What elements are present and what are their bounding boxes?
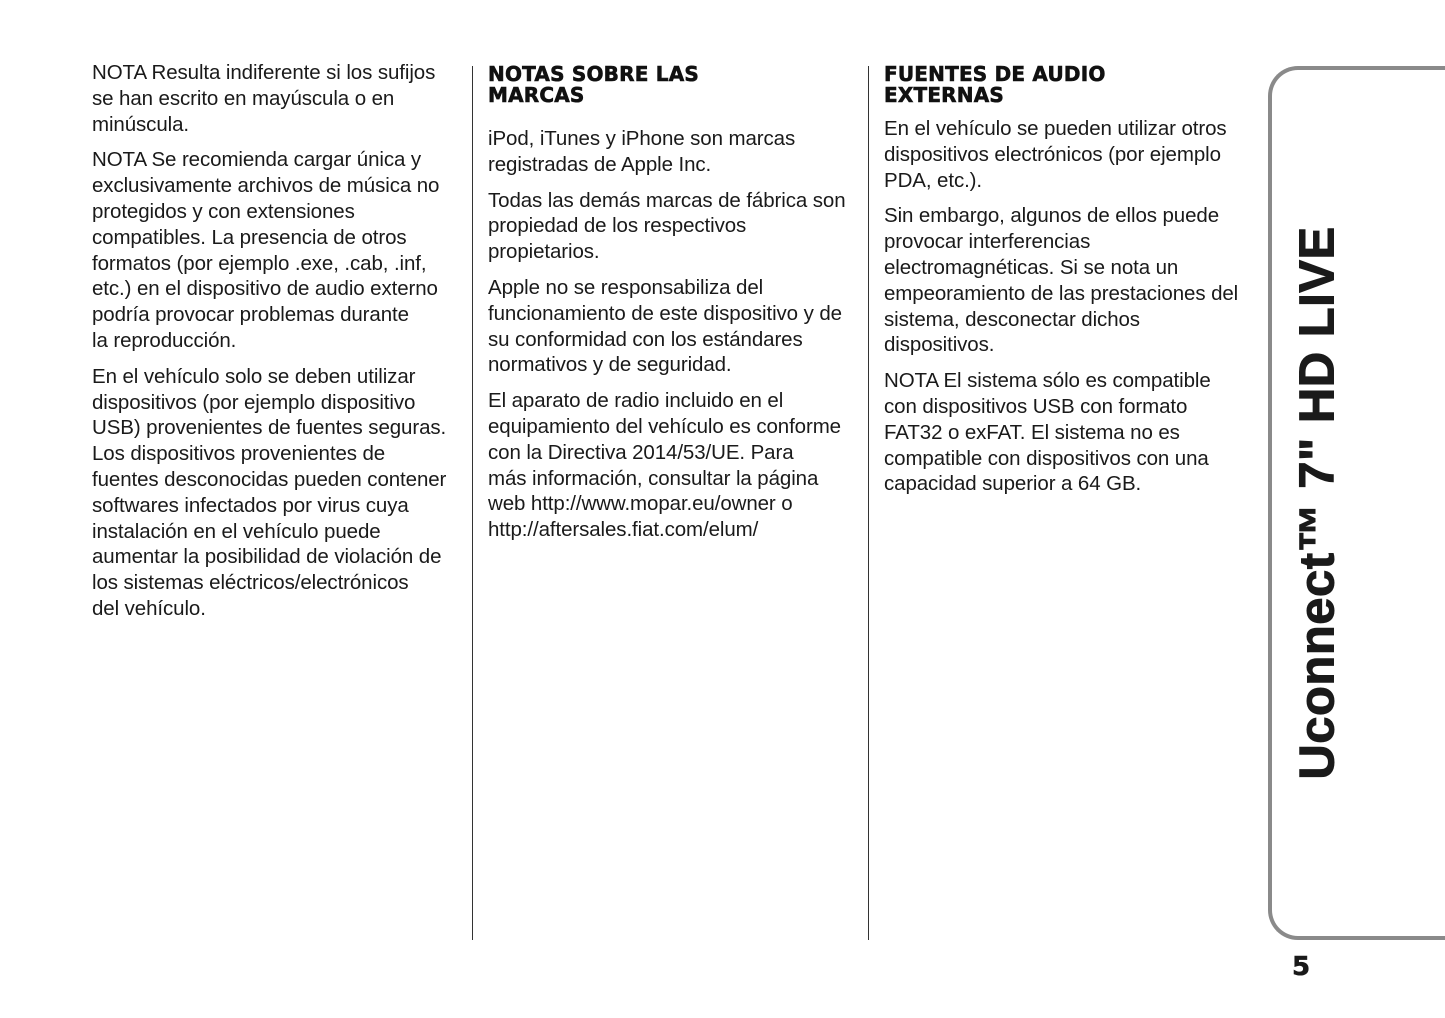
paragraph-safe-sources: En el vehículo solo se deben utilizar dispositivos (por ejemplo dispositivo USB) provenientes de fuentes seguras. Los dispositivos provenientes de fuentes desconocidas pueden contener softwares infectados por virus cuya instalación en el vehículo puede aumentar la posibilidad de violación de los sistemas eléctricos/electrónicos del vehículo. bbox=[92, 364, 447, 620]
paragraph-other-devices: En el vehículo se pueden utilizar otros dispositivos electrónicos (por ejemplo PDA, etc.). bbox=[884, 117, 1227, 192]
paragraph-note-suffixes: NOTA Resulta indiferente si los sufijos se han escrito en mayúscula o en minúscula. bbox=[92, 61, 436, 136]
paragraph-other-trademarks: Todas las demás marcas de fábrica son propiedad de los respectivos propietarios. bbox=[488, 188, 846, 264]
chapter-title-text: Uconnect™ 7" HD LIVE bbox=[1291, 226, 1346, 780]
paragraph-directive-compliance: El aparato de radio incluido en el equipamiento del vehículo es conforme con la Directiva 2014/53/UE. Para más información, consultar la página web http://www.mopar.eu/owner o http://aftersales.fiat.com/elum/ bbox=[488, 389, 841, 542]
paragraph-note-music-files: NOTA Se recomienda cargar única y exclusivamente archivos de música no protegidos y con extensiones compatibles. La presencia de otros formatos (por ejemplo .exe, .cab, .inf, etc.) en el dispositivo de audio externo podría provocar problemas durante la reproducción. bbox=[92, 148, 440, 352]
column-middle bbox=[488, 60, 856, 553]
heading-external-audio-sources: FUENTES DE AUDIO EXTERNAS bbox=[884, 62, 1106, 107]
page-number: 5 bbox=[1291, 952, 1311, 982]
paragraph-note-usb-format: NOTA El sistema sólo es compatible con dispositivos USB con formato FAT32 o exFAT. El sistema no es compatible con dispositivos con una capacidad superior a 64 GB. bbox=[884, 369, 1211, 496]
column-divider bbox=[868, 66, 869, 940]
column-divider bbox=[472, 66, 473, 940]
chapter-title-vertical bbox=[1268, 66, 1368, 940]
paragraph-apple-disclaimer: Apple no se responsabiliza del funcionamiento de este dispositivo y de su conformidad con los estándares normativos y de seguridad. bbox=[488, 275, 842, 377]
heading-trademarks: NOTAS SOBRE LAS MARCAS bbox=[488, 62, 699, 107]
column-left bbox=[92, 60, 460, 632]
paragraph-apple-trademarks: iPod, iTunes y iPhone son marcas registradas de Apple Inc. bbox=[488, 127, 796, 176]
column-right bbox=[884, 60, 1252, 507]
paragraph-interference: Sin embargo, algunos de ellos puede provocar interferencias electromagnéticas. Si se nota un empeoramiento de las prestaciones del sistema, desconectar dichos dispositivos. bbox=[884, 204, 1239, 357]
